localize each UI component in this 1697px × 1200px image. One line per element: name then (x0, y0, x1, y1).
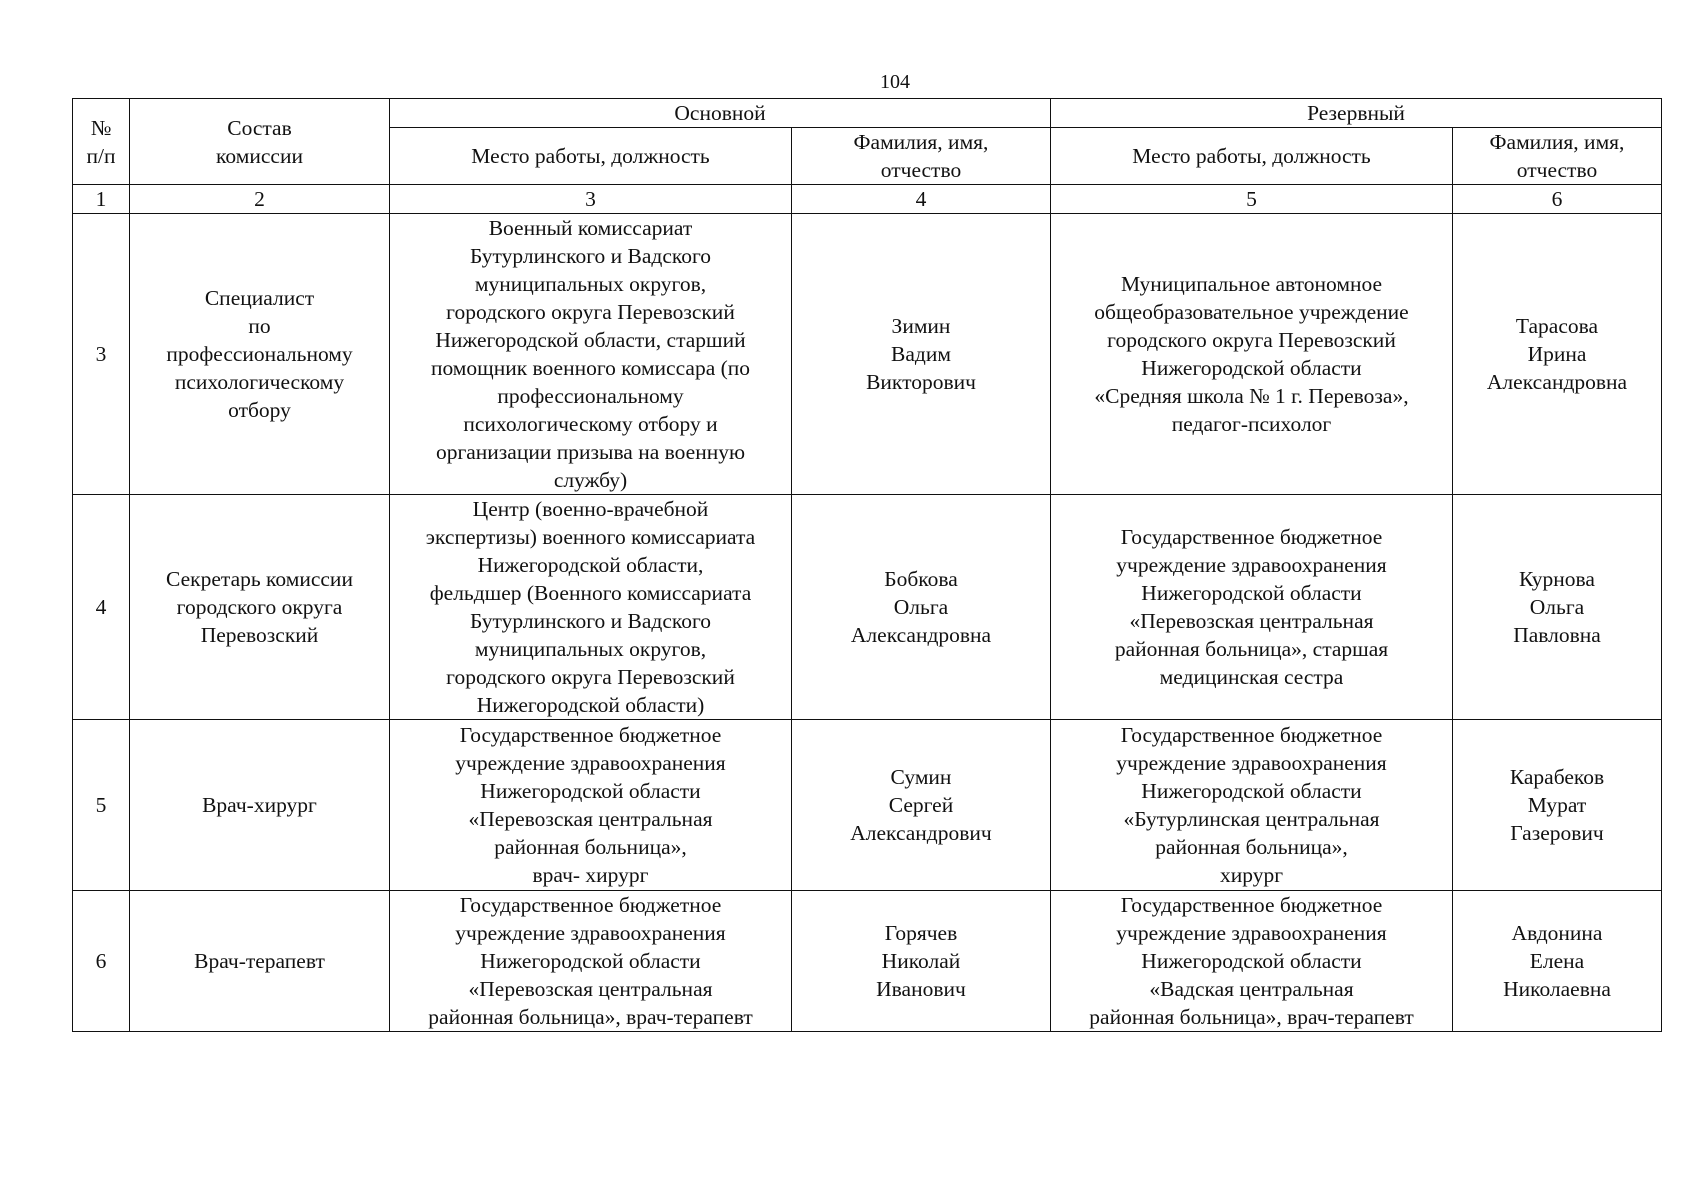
cell-line: хирург (1219, 863, 1284, 887)
cell-line: психологическому (174, 370, 345, 394)
column-number: 3 (390, 185, 792, 214)
cell-line: районная больница», (1155, 835, 1348, 859)
cell-line: Вадим (891, 342, 951, 366)
cell-line: отчество (1516, 158, 1598, 182)
cell-line: отчество (880, 158, 962, 182)
cell-line: Сергей (888, 793, 954, 817)
header-main-fio (792, 128, 1051, 185)
cell-line: Александровна (850, 623, 992, 647)
cell-line: профессиональному (497, 384, 684, 408)
cell-line: «Перевозская центральная (468, 977, 713, 1001)
cell-line: «Перевозская центральная (1129, 609, 1374, 633)
row-number: 4 (73, 495, 130, 720)
cell-line: Врач-терапевт (194, 949, 325, 973)
row-number: 5 (73, 720, 130, 891)
cell-line: Нижегородской области (480, 949, 701, 973)
cell-line: Государственное бюджетное (459, 723, 722, 747)
cell-line: по (248, 314, 271, 338)
cell-line: Ирина (1527, 342, 1587, 366)
cell-line: Специалист (204, 286, 315, 310)
cell-line: учреждение здравоохранения (1116, 751, 1387, 775)
row-reserve-fio (1453, 495, 1662, 720)
cell-line: Бобкова (884, 567, 958, 591)
cell-line: медицинская сестра (1159, 665, 1344, 689)
cell-line: районная больница», врач-терапевт (428, 1005, 753, 1029)
cell-line: организации призыва на военную (435, 440, 746, 464)
cell-line: Нижегородской области (1141, 779, 1362, 803)
cell-line: «Перевозская центральная (468, 807, 713, 831)
cell-line: Нижегородской области (1141, 356, 1362, 380)
row-main-fio (792, 214, 1051, 495)
column-number: 2 (130, 185, 390, 214)
cell-line: Викторович (866, 370, 976, 394)
row-main-workplace (390, 720, 792, 891)
row-reserve-workplace (1051, 214, 1453, 495)
column-number: 1 (73, 185, 130, 214)
page-number: 104 (880, 71, 910, 93)
row-main-workplace (390, 214, 792, 495)
cell-line: «Средняя школа № 1 г. Перевоза», (1094, 384, 1409, 408)
cell-line: Тарасова (1515, 314, 1599, 338)
cell-line: Александрович (850, 821, 992, 845)
row-main-workplace (390, 495, 792, 720)
cell-line: Александровна (1486, 370, 1628, 394)
cell-line: Нижегородской области (1141, 581, 1362, 605)
cell-line: городского округа Перевозский (1107, 328, 1396, 352)
cell-line: № (90, 115, 112, 140)
cell-line: Центр (военно-врачебной (472, 497, 709, 521)
cell-line: службу) (553, 468, 628, 492)
header-num (73, 99, 130, 185)
cell-line: фельдшер (Военного комиссариата (429, 581, 752, 605)
row-role (130, 720, 390, 891)
cell-line: «Вадская центральная (1149, 977, 1354, 1001)
row-reserve-workplace (1051, 891, 1453, 1032)
cell-line: учреждение здравоохранения (455, 751, 726, 775)
cell-line: Бутурлинского и Вадского (469, 609, 712, 633)
header-reserve-group: Резервный (1051, 99, 1662, 128)
row-main-fio (792, 891, 1051, 1032)
cell-line: районная больница», (494, 835, 687, 859)
cell-line: комиссии (216, 143, 303, 168)
table-row (73, 214, 1662, 495)
row-reserve-fio (1453, 214, 1662, 495)
cell-line: Секретарь комиссии (166, 567, 353, 591)
cell-line: учреждение здравоохранения (1116, 921, 1387, 945)
cell-line: муниципальных округов, (474, 272, 707, 296)
cell-line: учреждение здравоохранения (1116, 553, 1387, 577)
column-numbers-row (73, 185, 1662, 214)
cell-line: «Бутурлинская центральная (1123, 807, 1380, 831)
header-reserve-workplace: Место работы, должность (1051, 128, 1453, 185)
header-main-workplace: Место работы, должность (390, 128, 792, 185)
cell-line: Бутурлинского и Вадского (469, 244, 712, 268)
cell-line: п/п (86, 143, 116, 168)
cell-line: Авдонина (1511, 921, 1603, 945)
column-number: 4 (792, 185, 1051, 214)
cell-line: Государственное бюджетное (1120, 893, 1383, 917)
cell-line: районная больница», врач-терапевт (1089, 1005, 1414, 1029)
cell-line: Николай (881, 949, 961, 973)
row-reserve-workplace (1051, 720, 1453, 891)
column-number: 5 (1051, 185, 1453, 214)
row-reserve-fio (1453, 891, 1662, 1032)
cell-line: районная больница», старшая (1114, 637, 1389, 661)
cell-line: помощник военного комиссара (по (430, 356, 751, 380)
cell-line: Военный комиссариат (488, 216, 693, 240)
table-row (73, 495, 1662, 720)
header-reserve-fio (1453, 128, 1662, 185)
cell-line: врач- хирург (532, 863, 649, 887)
cell-line: Перевозский (200, 623, 319, 647)
cell-line: Нижегородской области) (476, 693, 705, 717)
cell-line: Горячев (884, 921, 958, 945)
cell-line: общеобразовательное учреждение (1094, 300, 1409, 324)
cell-line: Государственное бюджетное (1120, 525, 1383, 549)
cell-line: Карабеков (1509, 765, 1605, 789)
row-number: 6 (73, 891, 130, 1032)
cell-line: Газерович (1510, 821, 1604, 845)
cell-line: отбору (228, 398, 291, 422)
cell-line: Муниципальное автономное (1120, 272, 1383, 296)
cell-line: Государственное бюджетное (459, 893, 722, 917)
header-row-top (73, 99, 1662, 128)
cell-line: Зимин (891, 314, 951, 338)
cell-line: Нижегородской области (480, 779, 701, 803)
cell-line: Елена (1529, 949, 1585, 973)
row-main-fio (792, 720, 1051, 891)
header-main-group: Основной (390, 99, 1051, 128)
table-row (73, 720, 1662, 891)
header-composition (130, 99, 390, 185)
commission-table (72, 98, 1662, 1032)
cell-line: Иванович (876, 977, 966, 1001)
cell-line: муниципальных округов, (474, 637, 707, 661)
cell-line: Нижегородской области, старший (435, 328, 746, 352)
cell-line: Состав (227, 115, 292, 140)
row-reserve-workplace (1051, 495, 1453, 720)
cell-line: городского округа (176, 595, 343, 619)
cell-line: городского округа Перевозский (446, 300, 735, 324)
row-role (130, 495, 390, 720)
cell-line: экспертизы) военного комиссариата (425, 525, 756, 549)
cell-line: учреждение здравоохранения (455, 921, 726, 945)
cell-line: Фамилия, имя, (1489, 130, 1625, 154)
cell-line: педагог-психолог (1171, 412, 1332, 436)
cell-line: Нижегородской области, (477, 553, 704, 577)
cell-line: Николаевна (1503, 977, 1611, 1001)
cell-line: Мурат (1527, 793, 1587, 817)
cell-line: Павловна (1513, 623, 1601, 647)
row-reserve-fio (1453, 720, 1662, 891)
cell-line: профессиональному (166, 342, 353, 366)
row-role (130, 891, 390, 1032)
row-main-fio (792, 495, 1051, 720)
cell-line: Ольга (1529, 595, 1585, 619)
cell-line: Ольга (893, 595, 949, 619)
cell-line: Фамилия, имя, (853, 130, 989, 154)
cell-line: Сумин (890, 765, 952, 789)
cell-line: Государственное бюджетное (1120, 723, 1383, 747)
row-role (130, 214, 390, 495)
cell-line: психологическому отбору и (463, 412, 718, 436)
column-number: 6 (1453, 185, 1662, 214)
cell-line: Курнова (1519, 567, 1595, 591)
row-number: 3 (73, 214, 130, 495)
cell-line: Нижегородской области (1141, 949, 1362, 973)
cell-line: Врач-хирург (202, 793, 317, 817)
row-main-workplace (390, 891, 792, 1032)
cell-line: городского округа Перевозский (446, 665, 735, 689)
table-row (73, 891, 1662, 1032)
